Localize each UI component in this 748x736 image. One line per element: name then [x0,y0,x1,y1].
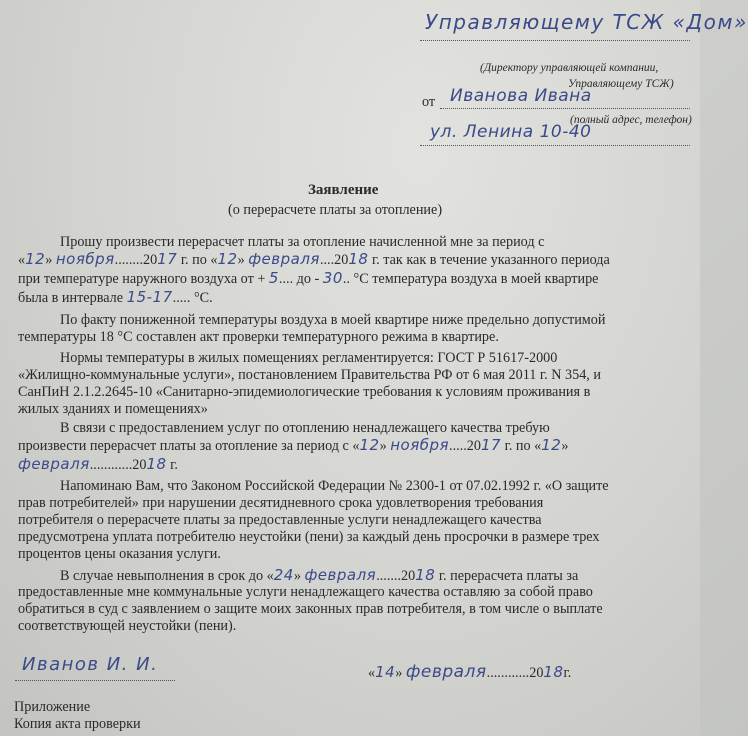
temp-outside-from: 5 [268,269,279,287]
body-line-4-tail: °С. [193,290,213,306]
day-to: 12 [217,250,238,268]
p4-year-prefix-to: 20 [132,457,147,473]
month-to: февраля [248,250,320,268]
p4-month-to: февраля [18,455,90,473]
sig-date-close: » [395,665,403,681]
sig-date-year-prefix: 20 [529,665,544,681]
year-prefix-to: 20 [334,252,349,268]
from-handwritten: Иванова Ивана [450,86,592,106]
para5-line-1: Напоминаю Вам, что Законом Российской Федерации № 2300-1 от 07.02.1992 г. «О защите [60,478,609,494]
addressee-handwritten: Управляющему ТСЖ «Дом» [425,10,748,34]
para5-line-3: потребителя о перерасчете платы за предоставленные услуги ненадлежащего качества [18,512,542,528]
body-line-3-tail: °С температура воздуха в моей квартире [353,271,599,287]
para4-line-2: произвести перерасчет платы за отопление за период с «12» ноября.....2017 г. по «12» [18,436,569,454]
sig-date-open: « [368,665,376,681]
body-line-3: при температуре наружного воздуха от + 5.... до - 30.. °С температура воздуха в моей квартире [18,269,599,287]
year-to: 18 [348,250,369,268]
para4-line-3: февраля............2018 г. [18,455,178,473]
body-line-2: «12» ноября........2017 г. по «12» февраля....2018 г. так как в течение указанного периода [18,250,610,268]
para3-line-4: жилых зданиях и помещениях» [18,401,208,417]
year-from: 17 [157,250,178,268]
para4-line-3-tail: г. [170,457,178,473]
month-from: ноября [55,250,115,268]
p4-year-from: 17 [480,436,502,454]
para6-line-1-pre: В случае невыполнения в срок до « [60,568,274,584]
document-title: Заявление [308,182,379,198]
sig-date-month: февраля [405,662,487,682]
temp-outside-label: при температуре наружного воздуха от + [18,271,266,287]
signature-date: «14» февраля............2018г. [368,662,572,682]
para2-line-2: температуры 18 °С составлен акт проверки температурного режима в квартире. [18,329,499,345]
from-hint: (полный адрес, телефон) [570,114,692,126]
quote-close: » [45,252,53,268]
para3-line-1: Нормы температуры в жилых помещениях регламентируется: ГОСТ Р 51617-2000 [60,350,558,366]
addressee-hint-2: Управляющему ТСЖ) [568,78,674,90]
quote-open: « [18,252,26,268]
para4-line-2-pre: произвести перерасчет платы за отопление за период с « [18,438,360,454]
temp-outside-to: 30 [322,269,343,287]
temp-inside-value: 15-17 [126,288,173,306]
para6-line-3: обратиться в суд с заявлением о защите моих законных прав потребителя, в том числе о выплате [18,601,603,617]
para5-line-5: процентов цены оказания услуги. [18,546,221,562]
para4-line-1: В связи с предоставлением услуг по отоплению ненадлежащего качества требую [60,420,550,436]
p4-day-from: 12 [359,436,380,454]
body-line-2-tail: г. так как в течение указанного периода [371,252,610,268]
day-from: 12 [25,250,46,268]
para3-line-3: СанПиН 2.1.2.2645-10 «Санитарно-эпидемиологические требования к условиям проживания в [18,384,591,400]
para6-line-4: соответствующей неустойки (пени). [18,618,237,634]
address-handwritten: ул. Ленина 10-40 [430,122,592,142]
p4-month-from: ноября [390,436,450,454]
para6-line-2: предоставленные мне коммунальные услуги ненадлежащего качества оставляю за собой право [18,584,593,600]
signature-line [15,680,175,681]
body-line-4: была в интервале 15-17..... °С. [18,288,213,306]
p4-period-to: г. по « [504,438,542,454]
para5-line-2: прав потребителей» при нарушении десятидневного срока удовлетворения требования [18,495,544,511]
from-line [440,108,690,109]
sig-date-year: 18 [543,663,564,681]
signature-name: Иванов И. И. [22,654,159,675]
para5-line-4: предусмотрена уплата потребителю неустойки (пени) за каждый день просрочки в размере трех [18,529,600,545]
body-line-1: Прошу произвести перерасчет платы за отопление начисленной мне за период с [60,234,545,250]
appendix-label: Приложение [14,699,91,715]
deadline-year: 18 [415,566,436,584]
deadline-month: февраля [304,566,377,584]
document-subtitle: (о перерасчете платы за отопление) [228,202,443,218]
para2-line-1: По факту пониженной температуры воздуха в моей квартире ниже предельно допустимой [60,312,606,328]
sig-date-day: 14 [375,663,396,681]
sig-date-tail: г. [563,665,572,681]
appendix-item: Копия акта проверки [14,716,141,732]
period-to: г. по « [180,252,218,268]
addressee-line [420,40,690,41]
address-line [420,145,690,146]
from-label: от [422,94,436,110]
para6-line-1-tail: г. перерасчета платы за [438,568,579,584]
p4-year-to: 18 [146,455,167,473]
deadline-year-prefix: 20 [401,568,416,584]
deadline-day: 24 [273,566,294,584]
year-prefix-from: 20 [143,252,158,268]
temp-outside-mid: до - [296,271,320,287]
p4-day-to: 12 [541,436,562,454]
p4-year-prefix-from: 20 [466,438,481,454]
addressee-hint-1: (Директору управляющей компании, [480,62,659,74]
temp-inside-label: была в интервале [18,290,124,306]
para6-line-1: В случае невыполнения в срок до «24» февраля.......2018 г. перерасчета платы за [60,566,579,584]
para3-line-2: «Жилищно-коммунальные услуги», постановлением Правительства РФ от 6 мая 2011 г. N 354, и [18,367,601,383]
